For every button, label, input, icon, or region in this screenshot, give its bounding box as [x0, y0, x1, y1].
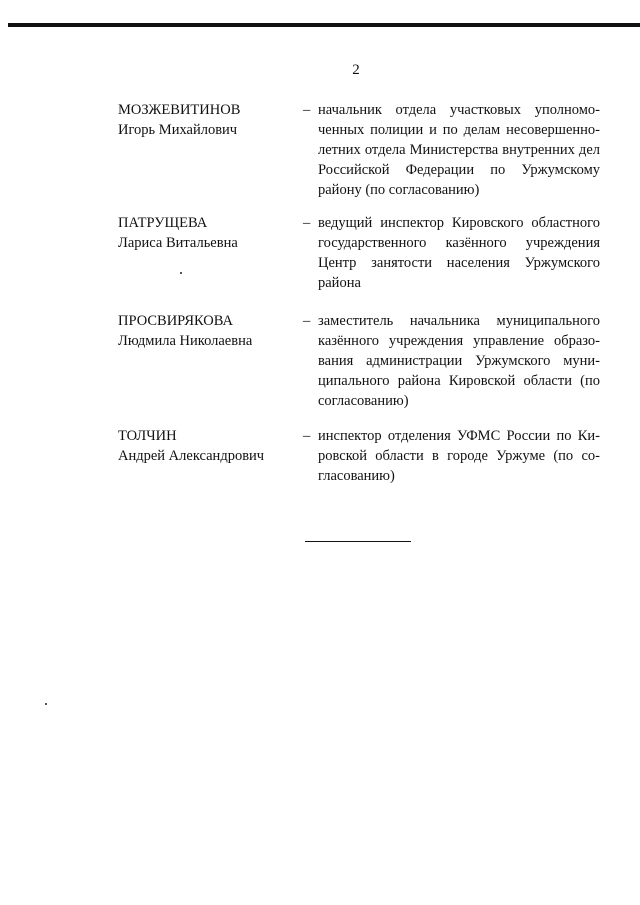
member-surname: ПАТРУЩЕВА: [118, 215, 208, 231]
closing-separator-line: [305, 541, 411, 542]
member-position: начальник отдела участковых уполномоченных полиции и по делам несовершеннолетних отдела Министерства внутренних дел Российской Федерации по Уржумскому району (по согласованию): [318, 102, 600, 198]
entry-dash: –: [303, 313, 311, 329]
member-name-block: [118, 311, 303, 351]
page-number: 2: [352, 62, 360, 78]
member-name-block: [118, 100, 303, 140]
member-surname: ПРОСВИРЯКОВА: [118, 313, 234, 329]
member-given-names: Лариса Витальевна: [118, 235, 238, 251]
entry-dash: –: [303, 428, 311, 444]
member-position: инспектор отделения УФМС России по Кировской области в городе Уржуме (по согласованию): [318, 428, 600, 484]
member-surname: МОЗЖЕВИТИНОВ: [118, 102, 241, 118]
entry-dash: –: [303, 102, 311, 118]
scan-speck: [45, 703, 47, 705]
entry-dash: –: [303, 215, 311, 231]
member-given-names: Андрей Александрович: [118, 448, 265, 464]
member-name-block: [118, 426, 303, 466]
scan-speck: [180, 272, 182, 274]
member-given-names: Игорь Михайлович: [118, 122, 238, 138]
member-position: ведущий инспектор Кировского областного государственного казённого учреждения Центр занятости населения Уржумского района: [318, 215, 600, 291]
member-name-block: [118, 213, 303, 253]
top-border-line: [8, 23, 640, 27]
member-surname: ТОЛЧИН: [118, 428, 177, 444]
member-given-names: Людмила Николаевна: [118, 333, 253, 349]
member-position: заместитель начальника муниципального казённого учреждения управление образования администрации Уржумского муниципального района Кировской области (по согласованию): [318, 313, 600, 409]
